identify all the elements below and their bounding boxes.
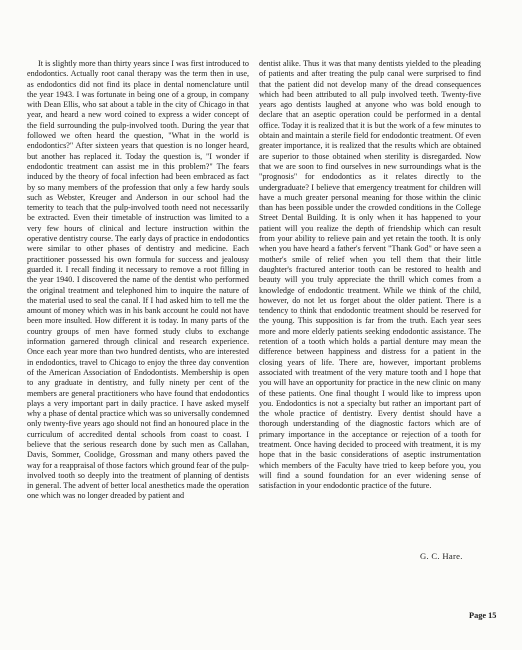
page-number: Page 15 [469,611,497,620]
author-signature: G. C. Hare. [420,551,463,561]
left-column [27,59,249,502]
right-column-text: dentist alike. Thus it was that many dentists yielded to the pleading of patients and after treating the pulp canal were surprised to find that the patient did not develop many of the dread consequences which had been attributed to all pulp involved teeth. Twenty-five years ago dentists laughed at anyone who was bold enough to declare that an aseptic operation could be performed in a dental office. Today it is realized that it is but the work of a few minutes to obtain and maintain a sterile field for endodontic treatment. Of even greater importance, it is realized that the results which are obtained are superior to those obtained when sterility is disregarded. Now that we are soon to find ourselves in new surroundings what is the "prognosis" for endodontics as it relates directly to the undergraduate? I believe that emergency treatment for children will have a much greater personal meaning for those within the clinic than has been possible under the crowded conditions in the College Street Dental Building. It is only when it has happened to your patient will you realize the depth of friendship which can result from your ability to relieve pain and yet retain the tooth. It is only when you have heard a father's fervent "Thank God" or have seen a mother's smile of relief when you tell them that their little daughter's fractured anterior tooth can be restored to health and beauty will you truly appreciate the thrill which comes from a knowledge of endodontic treatment. While we think of the child, however, do not let us forget about the older patient. There is a tendency to think that endodontic treatment should be reserved for the young. This supposition is far from the truth. Each year sees more and more elderly patients seeking endodontic assistance. The retention of a tooth which holds a partial denture may mean the difference between happiness and distress for a patient in the closing years of life. There are, however, important problems associated with treatment of the very mature tooth and I hope that you will have an opportunity for practice in the new clinic on many of these patients. One final thought I would like to impress upon you. Endodontics is not a specialty but rather an important part of the whole practice of dentistry. Every dentist should have a thorough understanding of the diagnostic factors which are of primary importance in the acceptance or rejection of a tooth for treatment. Once having decided to proceed with treatment, it is my hope that in the basic considerations of aseptic instrumentation which members of the Faculty have tried to keep before you, you will find a sound foundation for an ever widening sense of satisfaction in your endodontic practice of the future. [259,59,481,491]
left-column-text: It is slightly more than thirty years since I was first introduced to endodontics. Actually root canal therapy was the term then in use, as endodontics did not find its place in dental nomenclature until the year 1943. I was fortunate in being one of a group, in company with Dean Ellis, who sat about a table in the city of Chicago in that year, and heard a new word coined to express a wider concept of the field surrounding the pulp-involved tooth. During the year that followed we often heard the question, "What in the world is endodontics?" After sixteen years that question is no longer heard, but another has replaced it. Today the question is, "I wonder if endodontic treatment can assist me in this problem?" The fears induced by the theory of focal infection had been embraced as fact by so many members of the profession that only a few hardy souls such as Webster, Kreuger and Anderson in our school had the temerity to teach that the pulp-involved tooth need not necessarily be extracted. Even their timetable of instruction was limited to a very few hours of clinical and lecture instruction within the operative dentistry course. The early days of practice in endodontics were similar to other phases of dentistry and medicine. Each practitioner possessed his own formula for success and jealousy guarded it. I recall finding it necessary to remove a root filling in the year 1940. I discovered the name of the dentist who performed the original treatment and telephoned him to inquire the nature of the material used to seal the canal. If I had asked him to tell me the amount of money which was in his bank account he could not have been more insulted. How different it is today. In many parts of the country groups of men have formed study clubs to exchange information garnered through clinical and research experience. Once each year more than two hundred dentists, who are interested in endodontics, travel to Chicago to enjoy the three day convention of the American Association of Endodontists. Membership is open to any graduate in dentistry, and fully ninety per cent of the members are general practitioners who have found that endodontics plays a very important part in daily practice. I have asked myself why a phase of dental practice which was so universally condemned only twenty-five years ago should not find an honoured place in the curriculum of accredited dental schools from coast to coast. I believe that the serious research done by such men as Callahan, Davis, Sommer, Coolidge, Grossman and many others paved the way for a reappraisal of those factors which ground fear of the pulp-involved tooth so deeply into the treatment of planning of dentists in general. The advent of better local anesthetics made the operation one which was no longer dreaded by patient and [27,59,250,501]
right-column [259,59,481,491]
